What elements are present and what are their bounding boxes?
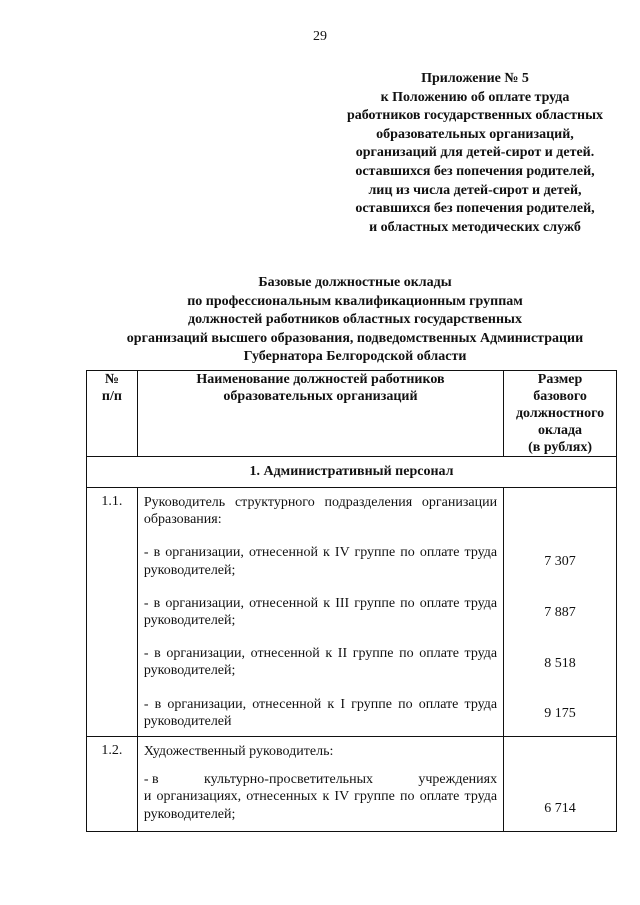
appendix-line: оставшихся без попечения родителей, [355, 201, 595, 217]
word: культурно-просветительных [204, 772, 373, 788]
appendix-line: работников государственных областных [346, 108, 604, 124]
appendix-line: организаций для детей-сирот и детей. [355, 145, 595, 161]
row-description [137, 737, 503, 832]
title-line: Базовые должностные оклады [258, 275, 452, 290]
salary-amount: 8 518 [544, 656, 576, 671]
header-salary [504, 371, 617, 457]
header-text: образовательных организаций [223, 389, 418, 404]
appendix-line: Приложение № 5 [421, 71, 529, 86]
word: учреждениях [418, 772, 498, 788]
header-text: базового [533, 389, 587, 404]
position-variant-first-line [144, 771, 497, 788]
section-row [87, 457, 617, 488]
position-title: Художественный руководитель: [143, 744, 334, 760]
table-row [87, 737, 617, 832]
salary-table [86, 370, 617, 832]
row-number: 1.2. [87, 737, 138, 832]
header-position-name [137, 371, 503, 457]
salary-amount: 6 714 [544, 801, 576, 817]
header-number [87, 371, 138, 457]
position-variant: - в организации, отнесенной к I группе по оплате труда руководителей [143, 696, 498, 729]
document-title [90, 274, 620, 367]
title-line: организаций высшего образования, подведомственных Администрации [126, 330, 584, 346]
header-text: должностного [515, 406, 605, 421]
salary-amount: 7 307 [544, 554, 576, 569]
position-variant: - в организации, отнесенной к IV группе по оплате труда руководителей; [143, 545, 498, 578]
appendix-header [330, 70, 620, 237]
position-title: Руководитель структурного подразделения организации образования: [143, 495, 498, 528]
row-amounts [504, 488, 617, 737]
header-text: Размер [537, 372, 583, 387]
salary-amount: 9 175 [544, 706, 576, 721]
page-number: 29 [313, 29, 327, 44]
header-text: (в рублях) [528, 440, 592, 455]
salary-amount: 7 887 [544, 605, 576, 620]
header-text: № [104, 372, 119, 387]
appendix-line: образовательных организаций, [376, 126, 574, 142]
position-variant: - в организации, отнесенной к III группе по оплате труда руководителей; [143, 595, 498, 629]
header-text: п/п [101, 389, 122, 404]
title-line: по профессиональным квалификационным группам [187, 293, 523, 309]
section-title: 1. Административный персонал [87, 457, 617, 488]
header-text: оклада [538, 423, 583, 438]
title-line: должностей работников областных государственных [188, 312, 522, 328]
row-description [137, 488, 503, 737]
appendix-line: и областных методических служб [369, 219, 581, 235]
position-variant: - в организации, отнесенной к II группе по оплате труда руководителей; [143, 646, 498, 679]
appendix-line: к Положению об оплате труда [380, 89, 570, 105]
appendix-line: оставшихся без попечения родителей, [355, 163, 595, 179]
word: - в [143, 772, 159, 788]
table-header-row [87, 371, 617, 457]
appendix-line: лиц из числа детей-сирот и детей, [368, 182, 582, 198]
table-row [87, 488, 617, 737]
position-variant: и организациях, отнесенных к IV группе по оплате труда руководителей; [143, 789, 498, 822]
title-line: Губернатора Белгородской области [243, 349, 467, 365]
row-amounts [504, 737, 617, 832]
row-number: 1.1. [87, 488, 138, 737]
header-text: Наименование должностей работников [196, 372, 445, 387]
